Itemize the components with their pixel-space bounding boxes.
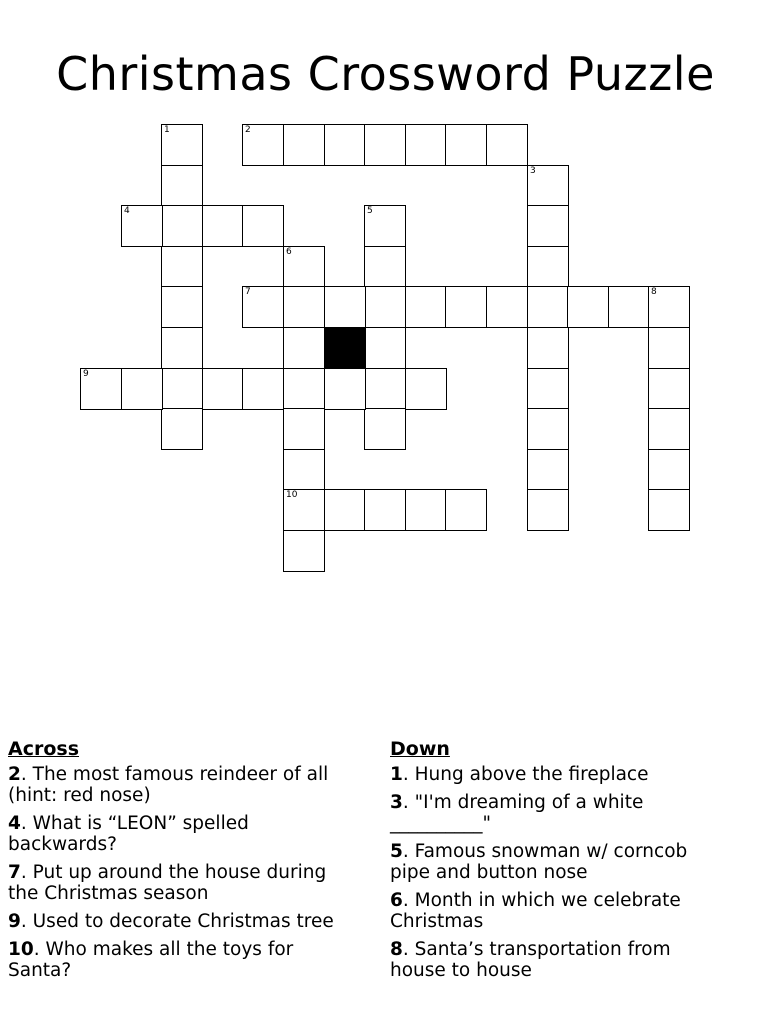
grid-cell[interactable]	[648, 327, 690, 369]
grid-cell[interactable]	[445, 124, 487, 166]
grid-cell[interactable]	[161, 205, 203, 247]
clue-number: 2	[8, 764, 21, 785]
clue-across-2: 2. The most famous reindeer of all (hint: red nose)	[8, 764, 329, 806]
cell-number: 6	[286, 247, 292, 257]
grid-cell[interactable]	[242, 286, 284, 328]
cell-number: 8	[651, 287, 657, 297]
grid-cell[interactable]	[405, 124, 447, 166]
grid-cell[interactable]	[161, 408, 203, 450]
cell-number: 4	[124, 206, 130, 216]
grid-cell[interactable]	[324, 286, 366, 328]
grid-cell[interactable]	[527, 165, 569, 207]
down-heading: Down	[390, 738, 450, 760]
clue-across-9: 9. Used to decorate Christmas tree	[8, 911, 334, 932]
grid-cell[interactable]	[648, 368, 690, 410]
grid-cell[interactable]	[121, 368, 163, 410]
clue-down-1: 1. Hung above the fireplace	[390, 764, 649, 785]
across-heading: Across	[8, 738, 80, 760]
clue-text: Month in which we celebrate Christmas	[390, 890, 681, 932]
grid-cell[interactable]	[527, 489, 569, 531]
clue-text: What is “LEON” spelled backwards?	[8, 813, 249, 855]
grid-cell[interactable]	[80, 368, 122, 410]
grid-cell[interactable]	[405, 286, 447, 328]
grid-cell[interactable]	[161, 165, 203, 207]
grid-cell[interactable]	[527, 286, 569, 328]
grid-cell[interactable]	[364, 286, 406, 328]
grid-cell[interactable]	[324, 368, 366, 410]
clue-down-5: 5. Famous snowman w/ corncob pipe and button nose	[390, 841, 688, 883]
grid-cell[interactable]	[364, 408, 406, 450]
cell-number: 10	[286, 490, 298, 500]
grid-cell[interactable]	[283, 124, 325, 166]
clue-text: Who makes all the toys for Santa?	[8, 939, 294, 981]
clue-number: 6	[390, 890, 403, 911]
clue-across-10: 10. Who makes all the toys for Santa?	[8, 939, 294, 981]
clue-number: 4	[8, 813, 21, 834]
grid-cell[interactable]	[283, 530, 325, 572]
grid-cell[interactable]	[364, 124, 406, 166]
grid-cell[interactable]	[405, 368, 447, 410]
clue-down-6: 6. Month in which we celebrate Christmas	[390, 890, 681, 932]
cell-number: 9	[83, 369, 89, 379]
grid-cell[interactable]	[161, 327, 203, 369]
clue-across-7: 7. Put up around the house during the Christmas season	[8, 862, 327, 904]
cell-number: 3	[530, 166, 536, 176]
grid-cell[interactable]	[364, 205, 406, 247]
grid-cell[interactable]	[608, 286, 650, 328]
down-clues	[390, 738, 730, 988]
grid-cell[interactable]	[242, 124, 284, 166]
grid-cell[interactable]	[242, 205, 284, 247]
clue-number: 7	[8, 862, 21, 883]
clue-across-4: 4. What is “LEON” spelled backwards?	[8, 813, 249, 855]
grid-cell[interactable]	[364, 246, 406, 288]
clue-number: 1	[390, 764, 403, 785]
grid-cell[interactable]	[648, 489, 690, 531]
grid-cell[interactable]	[121, 205, 163, 247]
clue-down-8: 8. Santa’s transportation from house to house	[390, 939, 671, 981]
page-title: Christmas Crossword Puzzle	[56, 47, 715, 101]
grid-cell[interactable]	[242, 368, 284, 410]
grid-cell[interactable]	[648, 408, 690, 450]
clue-text: Used to decorate Christmas tree	[32, 911, 334, 932]
grid-cell[interactable]	[202, 368, 244, 410]
clue-text: Santa’s transportation from house to house	[390, 939, 671, 981]
grid-cell[interactable]	[527, 327, 569, 369]
black-cell	[324, 327, 366, 369]
grid-cell[interactable]	[527, 246, 569, 288]
grid-cell[interactable]	[161, 286, 203, 328]
grid-cell[interactable]	[324, 124, 366, 166]
grid-cell[interactable]	[445, 489, 487, 531]
cell-number: 1	[164, 125, 170, 135]
grid-cell[interactable]	[283, 449, 325, 491]
grid-cell[interactable]	[283, 286, 325, 328]
clue-text: Famous snowman w/ corncob pipe and button nose	[390, 841, 688, 883]
grid-cell[interactable]	[161, 368, 203, 410]
clue-text: Put up around the house during the Christmas season	[8, 862, 327, 904]
grid-cell[interactable]	[486, 286, 528, 328]
grid-cell[interactable]	[161, 246, 203, 288]
grid-cell[interactable]	[405, 489, 447, 531]
grid-cell[interactable]	[527, 408, 569, 450]
grid-cell[interactable]	[283, 327, 325, 369]
grid-cell[interactable]	[527, 449, 569, 491]
cell-number: 7	[245, 287, 251, 297]
clue-number: 5	[390, 841, 403, 862]
grid-cell[interactable]	[648, 286, 690, 328]
grid-cell[interactable]	[202, 205, 244, 247]
grid-cell[interactable]	[364, 368, 406, 410]
grid-cell[interactable]	[283, 246, 325, 288]
grid-cell[interactable]	[364, 327, 406, 369]
grid-cell[interactable]	[324, 489, 366, 531]
clue-number: 10	[8, 939, 34, 960]
clue-text: "I'm dreaming of a white __________"	[390, 792, 644, 834]
clue-text: Hung above the fireplace	[414, 764, 649, 785]
clue-number: 3	[390, 792, 403, 813]
grid-cell[interactable]	[567, 286, 609, 328]
grid-cell[interactable]	[486, 124, 528, 166]
grid-cell[interactable]	[527, 368, 569, 410]
clue-number: 8	[390, 939, 403, 960]
clue-down-3: 3. "I'm dreaming of a white __________"	[390, 792, 644, 834]
grid-cell[interactable]	[283, 489, 325, 531]
cell-number: 2	[245, 125, 251, 135]
grid-cell[interactable]	[445, 286, 487, 328]
cell-number: 5	[367, 206, 373, 216]
grid-cell[interactable]	[283, 368, 325, 410]
across-clues	[8, 738, 358, 988]
grid-cell[interactable]	[283, 408, 325, 450]
clue-text: The most famous reindeer of all (hint: red nose)	[8, 764, 329, 806]
grid-cell[interactable]	[648, 449, 690, 491]
grid-cell[interactable]	[161, 124, 203, 166]
grid-cell[interactable]	[527, 205, 569, 247]
clue-number: 9	[8, 911, 21, 932]
grid-cell[interactable]	[364, 489, 406, 531]
